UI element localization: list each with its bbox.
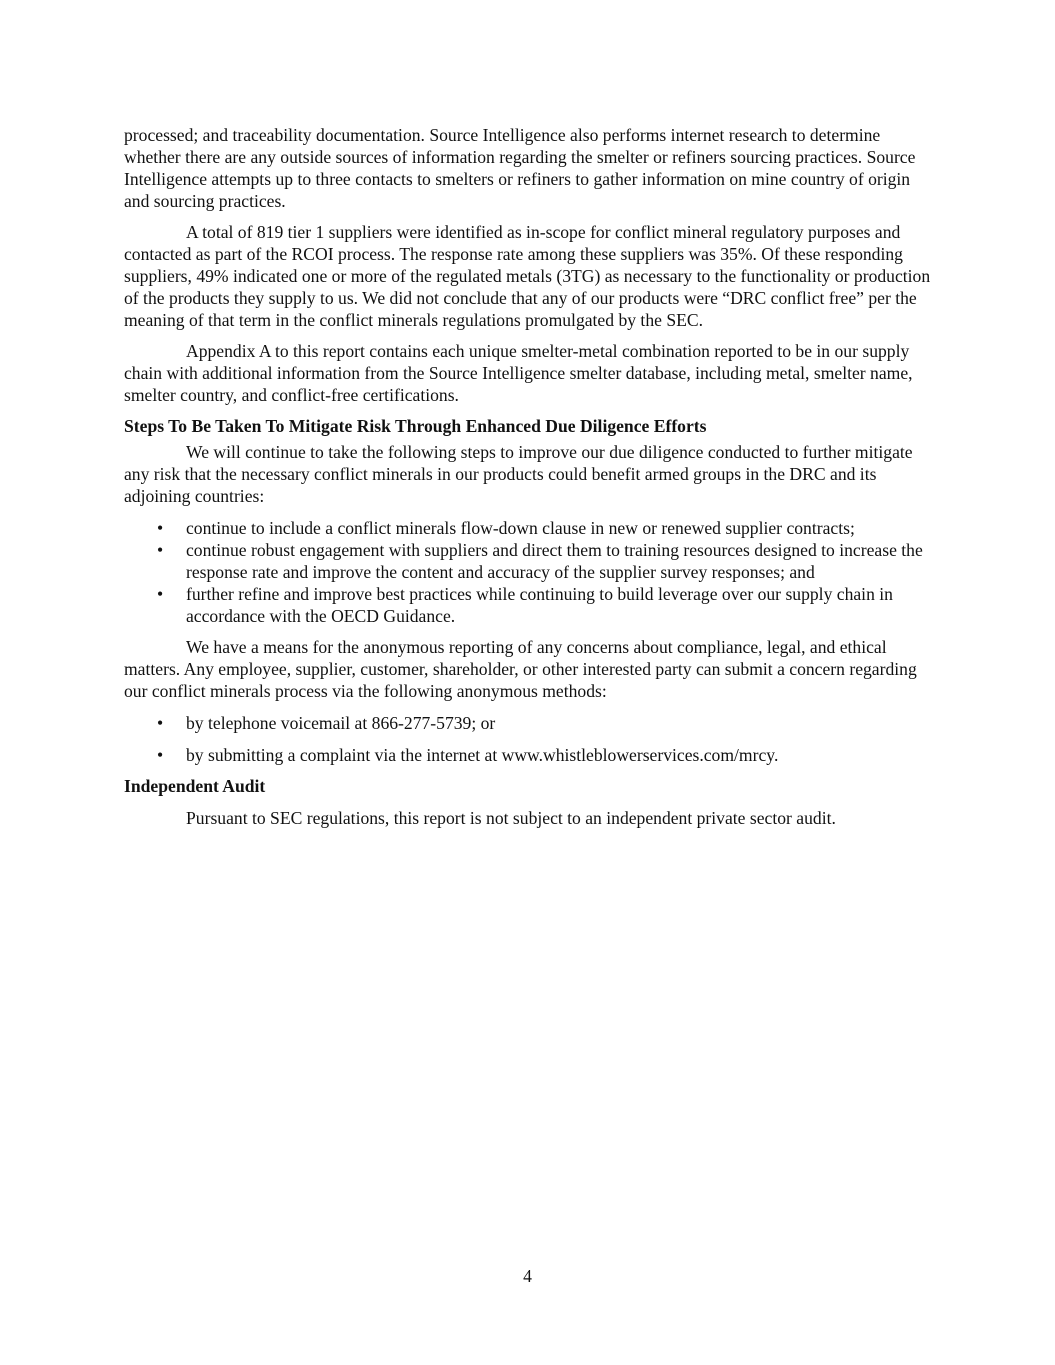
list-item — [124, 517, 932, 539]
list-item — [124, 583, 932, 627]
section-heading-audit: Independent Audit — [124, 776, 266, 796]
bullet-icon: • — [157, 713, 164, 733]
list-item-text: by submitting a complaint via the internet at www.whistleblowerservices.com/mrcy. — [186, 745, 779, 765]
paragraph-anonymous-reporting: We have a means for the anonymous reporting of any concerns about compliance, legal, and ethical matters. Any employee, supplier, customer, shareholder, or other interested party can submit a concern regarding our conflict minerals process via the following anonymous methods: — [124, 637, 917, 701]
list-item-text: further refine and improve best practices while continuing to build leverage over our supply chain in accordance with the OECD Guidance. — [186, 584, 893, 626]
paragraph-suppliers: A total of 819 tier 1 suppliers were identified as in-scope for conflict mineral regulatory purposes and contacted as part of the RCOI process. The response rate among these suppliers was 35%. Of these responding suppliers, 49% indicated one or more of the regulated metals (3TG) as necessary to the functionality or production of the products they supply to us. We did not conclude that any of our products were “DRC conflict free” per the meaning of that term in the conflict minerals regulations promulgated by the SEC. — [124, 222, 931, 330]
list-item-text: continue to include a conflict minerals flow-down clause in new or renewed supplier contracts; — [186, 518, 855, 538]
reporting-methods-list — [124, 712, 932, 766]
bullet-icon: • — [157, 540, 164, 560]
paragraph-continued: processed; and traceability documentation. Source Intelligence also performs internet research to determine whether there are any outside sources of information regarding the smelter or refiners sourcing practices. Source Intelligence attempts up to three contacts to smelters or refiners to gather information on mine country of origin and sourcing practices. — [124, 125, 916, 211]
list-item — [124, 712, 932, 734]
paragraph-audit: Pursuant to SEC regulations, this report is not subject to an independent private sector audit. — [186, 808, 836, 828]
paragraph-appendix: Appendix A to this report contains each unique smelter-metal combination reported to be in our supply chain with additional information from the Source Intelligence smelter database, including metal, smelter name, smelter country, and conflict-free certifications. — [124, 341, 913, 405]
list-item-text: continue robust engagement with suppliers and direct them to training resources designed to increase the response rate and improve the content and accuracy of the supplier survey responses; and — [186, 540, 923, 582]
paragraph-mitigation-intro: We will continue to take the following steps to improve our due diligence conducted to further mitigate any risk that the necessary conflict minerals in our products could benefit armed groups in the DRC and its adjoining countries: — [124, 442, 913, 506]
mitigation-steps-list — [124, 517, 932, 627]
list-item — [124, 539, 932, 583]
bullet-icon: • — [157, 584, 164, 604]
bullet-icon: • — [157, 518, 164, 538]
section-heading-mitigation: Steps To Be Taken To Mitigate Risk Through Enhanced Due Diligence Efforts — [124, 416, 707, 436]
list-item-text: by telephone voicemail at 866-277-5739; or — [186, 713, 496, 733]
bullet-icon: • — [157, 745, 164, 765]
list-item — [124, 744, 932, 766]
page-number: 4 — [523, 1266, 532, 1286]
document-page — [124, 124, 932, 829]
